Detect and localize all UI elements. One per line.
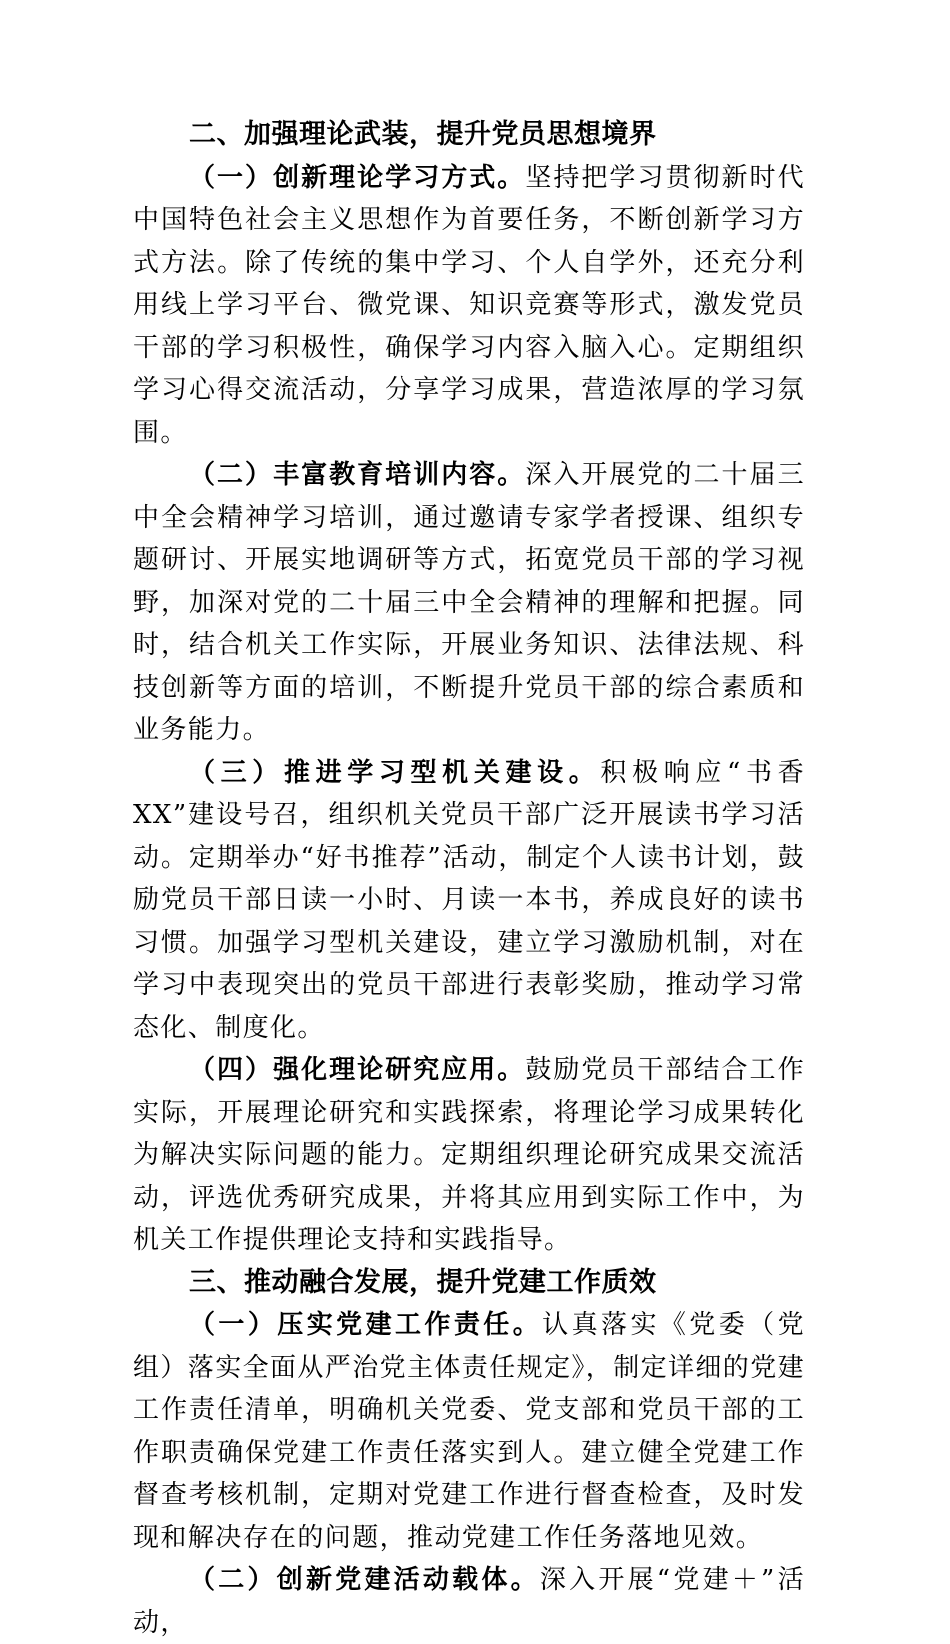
paragraph-body: 坚持把学习贯彻新时代中国特色社会主义思想作为首要任务，不断创新学习方式方法。除了传统的集中学习、个人自学外，还充分利用线上学习平台、微党课、知识竞赛等形式，激发党员干部的学习积极性，确保学习内容入脑入心。定期组织学习心得交流活动，分享学习成果，营造浓厚的学习氛围。 <box>133 162 805 448</box>
paragraph-2-3 <box>133 752 805 1050</box>
paragraph-body: 深入开展“党建＋”活动， <box>133 1565 805 1638</box>
paragraph-lead: （一）创新理论学习方式。 <box>189 162 526 193</box>
section-heading-2: 二、加强理论武装，提升党员思想境界 <box>189 119 657 150</box>
paragraph-body: 鼓励党员干部结合工作实际，开展理论研究和实践探索，将理论学习成果转化为解决实际问题的能力。定期组织理论研究成果交流活动，评选优秀研究成果，并将其应用到实际工作中，为机关工作提供理论支持和实践指导。 <box>133 1055 805 1255</box>
paragraph-lead: （二）丰富教育培训内容。 <box>189 460 526 490</box>
section-heading-3: 三、推动融合发展，提升党建工作质效 <box>189 1266 657 1298</box>
document-body <box>133 114 805 1644</box>
paragraph-lead: （一）压实党建工作责任。 <box>189 1310 543 1340</box>
paragraph-3-1 <box>133 1304 805 1559</box>
paragraph-3-2 <box>133 1559 805 1644</box>
paragraph-body: 认真落实《党委（党组）落实全面从严治党主体责任规定》，制定详细的党建工作责任清单，明确机关党委、党支部和党员干部的工作职责确保党建工作责任落实到人。建立健全党建工作督查考核机制，定期对党建工作进行督查检查，及时发现和解决存在的问题，推动党建工作任务落地见效。 <box>133 1310 806 1553</box>
paragraph-2-4 <box>133 1049 805 1262</box>
paragraph-lead: （四）强化理论研究应用。 <box>189 1055 526 1085</box>
paragraph-body: 积极响应“书香XX”建设号召，组织机关党员干部广泛开展读书学习活动。定期举办“好书推荐”活动，制定个人读书计划，鼓励党员干部日读一小时、月读一本书，养成良好的读书习惯。加强学习型机关建设，建立学习激励机制，对在学习中表现突出的党员干部进行表彰奖励，推动学习常态化、制度化。 <box>133 757 805 1043</box>
paragraph-lead: （三）推进学习型机关建设。 <box>189 757 601 788</box>
paragraph-2-2 <box>133 454 805 752</box>
paragraph-2-1 <box>133 157 805 455</box>
paragraph-body: 深入开展党的二十届三中全会精神学习培训，通过邀请专家学者授课、组织专题研讨、开展实地调研等方式，拓宽党员干部的学习视野，加深对党的二十届三中全会精神的理解和把握。同时，结合机关工作实际，开展业务知识、法律法规、科技创新等方面的培训，不断提升党员干部的综合素质和业务能力。 <box>133 460 805 745</box>
paragraph-lead: （二）创新党建活动载体。 <box>189 1565 540 1595</box>
